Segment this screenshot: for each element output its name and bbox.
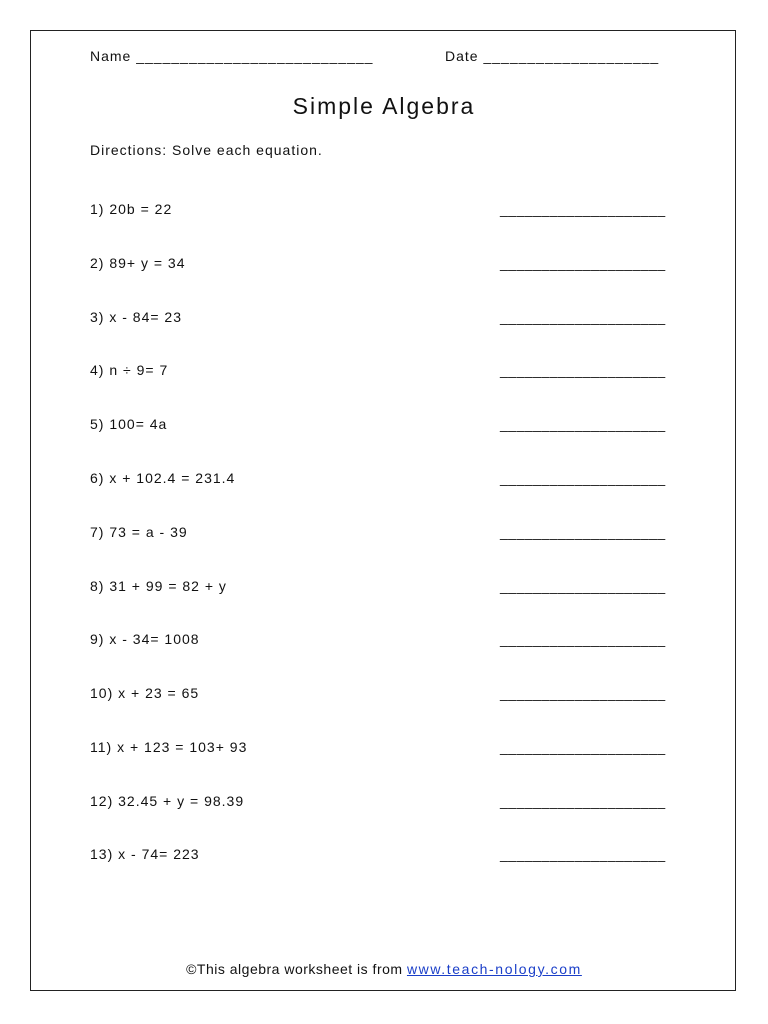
date-line: Date ____________________ — [445, 48, 660, 64]
problem-equation: 8) 31 + 99 = 82 + y — [90, 578, 227, 594]
answer-blank: ____________________ — [500, 201, 666, 217]
problem-item — [90, 470, 680, 492]
problem-item — [90, 524, 680, 546]
problem-item — [90, 685, 680, 707]
directions-text: Directions: Solve each equation. — [90, 142, 323, 158]
problem-item — [90, 846, 680, 868]
answer-blank: ____________________ — [500, 739, 666, 755]
problem-equation: 7) 73 = a - 39 — [90, 524, 188, 540]
answer-blank: ____________________ — [500, 578, 666, 594]
problem-equation: 3) x - 84= 23 — [90, 309, 182, 325]
answer-blank: ____________________ — [500, 846, 666, 862]
answer-blank: ____________________ — [500, 416, 666, 432]
problem-item — [90, 255, 680, 277]
problem-item — [90, 416, 680, 438]
worksheet-title: Simple Algebra — [292, 93, 476, 119]
answer-blank: ____________________ — [500, 793, 666, 809]
problem-equation: 6) x + 102.4 = 231.4 — [90, 470, 236, 486]
problem-equation: 9) x - 34= 1008 — [90, 631, 200, 647]
problem-equation: 1) 20b = 22 — [90, 201, 173, 217]
problem-item — [90, 793, 680, 815]
problem-item — [90, 362, 680, 384]
problem-item — [90, 309, 680, 331]
problem-item — [90, 201, 680, 223]
problem-equation: 11) x + 123 = 103+ 93 — [90, 739, 248, 755]
problem-equation: 4) n ÷ 9= 7 — [90, 362, 169, 378]
name-line: Name ___________________________ — [90, 48, 374, 64]
answer-blank: ____________________ — [500, 255, 666, 271]
footer-prefix: ©This algebra worksheet is from — [186, 961, 407, 977]
answer-blank: ____________________ — [500, 362, 666, 378]
answer-blank: ____________________ — [500, 631, 666, 647]
problem-equation: 2) 89+ y = 34 — [90, 255, 186, 271]
problem-item — [90, 631, 680, 653]
problem-equation: 10) x + 23 = 65 — [90, 685, 200, 701]
answer-blank: ____________________ — [500, 685, 666, 701]
problem-item — [90, 739, 680, 761]
footer-credit — [0, 961, 768, 977]
answer-blank: ____________________ — [500, 524, 666, 540]
answer-blank: ____________________ — [500, 470, 666, 486]
answer-blank: ____________________ — [500, 309, 666, 325]
problem-equation: 13) x - 74= 223 — [90, 846, 200, 862]
source-link[interactable]: www.teach-nology.com — [406, 961, 582, 977]
problem-equation: 5) 100= 4a — [90, 416, 168, 432]
problem-equation: 12) 32.45 + y = 98.39 — [90, 793, 245, 809]
problem-item — [90, 578, 680, 600]
